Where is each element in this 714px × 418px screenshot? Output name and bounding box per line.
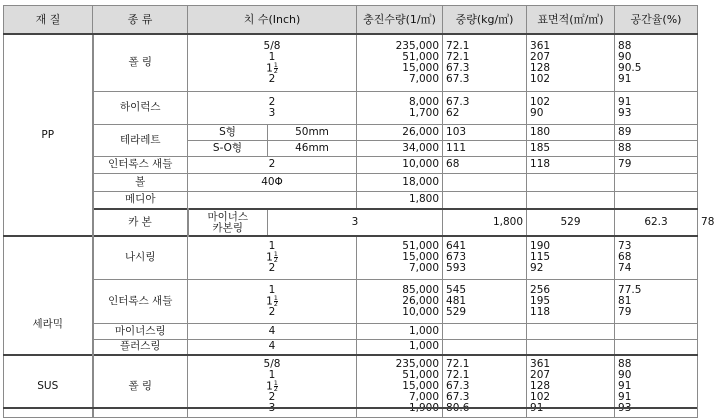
header-size: 치 수(Inch) [188,6,357,35]
cell-line: 593 [446,262,467,275]
material-cell: PP [4,34,93,236]
surface-cell [527,91,615,124]
cell-line: 2 [268,305,276,318]
void-cell: 79 [615,156,698,173]
cell-line: 51,000 [402,368,440,381]
header-type: 종 류 [93,6,188,35]
cell-line: 2 [268,95,276,108]
cell-line: 102 [530,95,551,108]
fraction-denominator: 2 [273,299,278,308]
type-cell: 인터록스 새들 [93,279,188,323]
size-cell [188,279,357,323]
count-cell: 1,800 [443,209,527,236]
type-cell: 하이럭스 [93,91,188,124]
fraction-numerator: 1 [273,293,278,302]
cell-line: 92 [530,262,544,275]
cell-line: 128 [530,61,551,74]
table-row [4,173,698,191]
weight-cell: 529 [527,209,615,236]
cell-line: 235,000 [395,357,440,370]
mixed-number-whole: 1 [266,380,273,393]
fraction-denominator: 2 [273,256,278,265]
cell-line: 256 [530,283,551,296]
cell-line: 190 [530,240,551,253]
type-cell: 볼 [93,173,188,191]
cell-line: 361 [530,39,551,52]
mixed-number-whole: 1 [266,295,273,307]
cell-line: 3 [268,401,276,414]
table-row [4,156,698,173]
weight-cell [443,236,527,279]
cell-line: 카본링 [212,221,243,234]
surface-cell [527,173,615,191]
cell-line: 68 [618,251,632,264]
count-cell: 1,000 [357,339,443,355]
packing-spec-table [3,5,714,418]
cell-line: 88 [618,357,632,370]
void-cell [615,191,698,209]
cell-line: 90 [618,368,632,381]
weight-cell [443,339,527,355]
cell-line: 91 [618,72,632,85]
type-cell: 마이너스링 [93,323,188,339]
cell-line: 88 [618,39,632,52]
size-cell [188,34,357,91]
type-cell: 메디아 [93,191,188,209]
material-cell: SUS [4,355,93,417]
size-cell: 2 [188,156,357,173]
fraction-half [273,293,278,308]
cell-line: 81 [618,294,632,307]
size-cell: 3 [268,209,443,236]
count-cell [357,236,443,279]
cell-line: 72.1 [446,357,470,370]
header-packing-count: 충진수량(1/㎥) [357,6,443,35]
fraction-denominator: 2 [273,66,278,75]
weight-cell: 103 [443,124,527,140]
cell-line: 90.5 [618,61,642,74]
cell-line: 1,900 [408,401,440,414]
cell-line: 102 [530,72,551,85]
cell-line: 529 [446,305,467,318]
cell-line: 90 [530,106,544,119]
header-material: 재 질 [4,6,93,35]
cell-line: 마이너스 [207,210,249,223]
fraction-numerator: 1 [273,60,278,69]
cell-line: 80.6 [446,401,470,414]
cell-line: 207 [530,368,551,381]
type-cell: 인터록스 새들 [93,156,188,173]
table-row [4,191,698,209]
material-cell: 카 본 [93,209,188,236]
cell-line: 1 [268,283,276,296]
cell-line: 67.3 [446,72,470,85]
count-cell [357,91,443,124]
cell-line: 72.1 [446,368,470,381]
subtype-cell: S형 [188,124,268,140]
fraction-numerator: 1 [273,378,278,387]
table-row: 카 본 마이너스 카본링 3 1,800 529 62.3 78 [4,209,698,236]
cell-line: 545 [446,283,467,296]
cell-line: 235,000 [395,39,440,52]
cell-line: 207 [530,50,551,63]
cell-line: 79 [618,305,632,318]
cell-line: 15,000 [402,251,440,264]
cell-line: 26,000 [402,294,440,307]
cell-line: 7,000 [408,72,440,85]
cell-line: 673 [446,251,467,264]
void-cell [615,173,698,191]
cell-line: 8,000 [408,95,440,108]
void-cell [615,323,698,339]
subtype-cell: S-O형 [188,140,268,156]
fraction-denominator: 2 [273,384,278,393]
surface-cell [527,34,615,91]
surface-cell [527,279,615,323]
cell-line: 7,000 [408,262,440,275]
size-cell [188,236,357,279]
void-cell [615,236,698,279]
void-cell [615,91,698,124]
count-cell: 1,800 [357,191,443,209]
header-surface-area: 표면적(㎡/㎥) [527,6,615,35]
cell-line: 2 [268,72,276,85]
cell-line: 67.3 [446,61,470,74]
mixed-number-whole: 1 [266,62,273,75]
surface-cell: 62.3 [615,209,698,236]
weight-cell [443,191,527,209]
cell-line: 3 [268,106,276,119]
count-cell: 1,000 [357,323,443,339]
size-detail-cell: 50mm [268,124,357,140]
type-cell: 폴 링 [93,355,188,417]
type-cell: 플러스링 [93,339,188,355]
table-row [4,34,698,91]
weight-cell [443,34,527,91]
weight-cell: 111 [443,140,527,156]
weight-cell [443,91,527,124]
cell-line: 1 [268,50,276,63]
size-detail-cell: 46mm [268,140,357,156]
count-cell [357,279,443,323]
count-cell: 18,000 [357,173,443,191]
size-cell: 4 [188,339,357,355]
cell-line: 481 [446,294,467,307]
header-row [4,6,698,35]
cell-line: 72.1 [446,50,470,63]
count-cell: 34,000 [357,140,443,156]
cell-line: 67.3 [446,390,470,403]
table-row [4,236,698,279]
surface-cell [527,236,615,279]
table-bottom-rule [3,407,697,409]
table-row [4,124,698,140]
count-cell [357,34,443,91]
size-cell [188,91,357,124]
size-cell: 40Φ [188,173,357,191]
cell-line: 5/8 [263,357,281,370]
surface-cell: 180 [527,124,615,140]
cell-line [191,293,353,308]
type-cell [188,209,268,236]
weight-cell [443,173,527,191]
void-cell [615,339,698,355]
cell-line: 118 [530,305,551,318]
surface-cell [527,191,615,209]
mixed-number-whole: 1 [266,251,273,264]
cell-line: 5/8 [263,39,281,52]
size-cell [188,191,357,209]
material-cell: 세라믹 [4,236,93,355]
type-cell: 폴 링 [93,34,188,91]
cell-line: 15,000 [402,379,440,392]
cell-line: 62 [446,106,460,119]
void-cell [615,34,698,91]
cell-line: 72.1 [446,39,470,52]
cell-line: 85,000 [402,283,440,296]
cell-line: 67.3 [446,95,470,108]
cell-line: 74 [618,262,632,275]
cell-line: 93 [618,106,632,119]
weight-cell: 68 [443,156,527,173]
cell-line: 7,000 [408,390,440,403]
cell-line: 2 [268,390,276,403]
cell-line: 128 [530,379,551,392]
count-cell: 26,000 [357,124,443,140]
cell-line: 102 [530,390,551,403]
void-cell [615,279,698,323]
cell-line: 2 [268,262,276,275]
cell-line: 73 [618,240,632,253]
cell-line: 67.3 [446,379,470,392]
void-cell: 88 [615,140,698,156]
fraction-numerator: 1 [273,250,278,259]
cell-line: 91 [618,95,632,108]
surface-cell [527,339,615,355]
cell-line: 641 [446,240,467,253]
cell-line: 1 [268,240,276,253]
cell-line: 93 [618,401,632,414]
cell-line: 91 [618,390,632,403]
cell-line: 361 [530,357,551,370]
type-cell: 테라레트 [93,124,188,156]
cell-line: 91 [530,401,544,414]
size-cell: 4 [188,323,357,339]
cell-line: 77.5 [618,283,642,296]
surface-cell: 185 [527,140,615,156]
cell-line: 1,700 [408,106,440,119]
cell-line: 51,000 [402,240,440,253]
cell-line: 115 [530,251,551,264]
cell-line: 15,000 [402,61,440,74]
surface-cell [527,323,615,339]
count-cell: 10,000 [357,156,443,173]
void-cell: 89 [615,124,698,140]
table-row [4,279,698,323]
cell-line: 10,000 [402,305,440,318]
surface-cell: 118 [527,156,615,173]
weight-cell [443,323,527,339]
cell-line: 1 [268,368,276,381]
table-row [4,323,698,339]
header-void-ratio: 공간율(%) [615,6,698,35]
cell-line: 90 [618,50,632,63]
table-row [4,91,698,124]
cell-line: 195 [530,294,551,307]
header-weight: 중량(kg/㎥) [443,6,527,35]
cell-line: 51,000 [402,50,440,63]
table-row [4,339,698,355]
weight-cell [443,279,527,323]
cell-line: 91 [618,379,632,392]
type-cell: 나시링 [93,236,188,279]
